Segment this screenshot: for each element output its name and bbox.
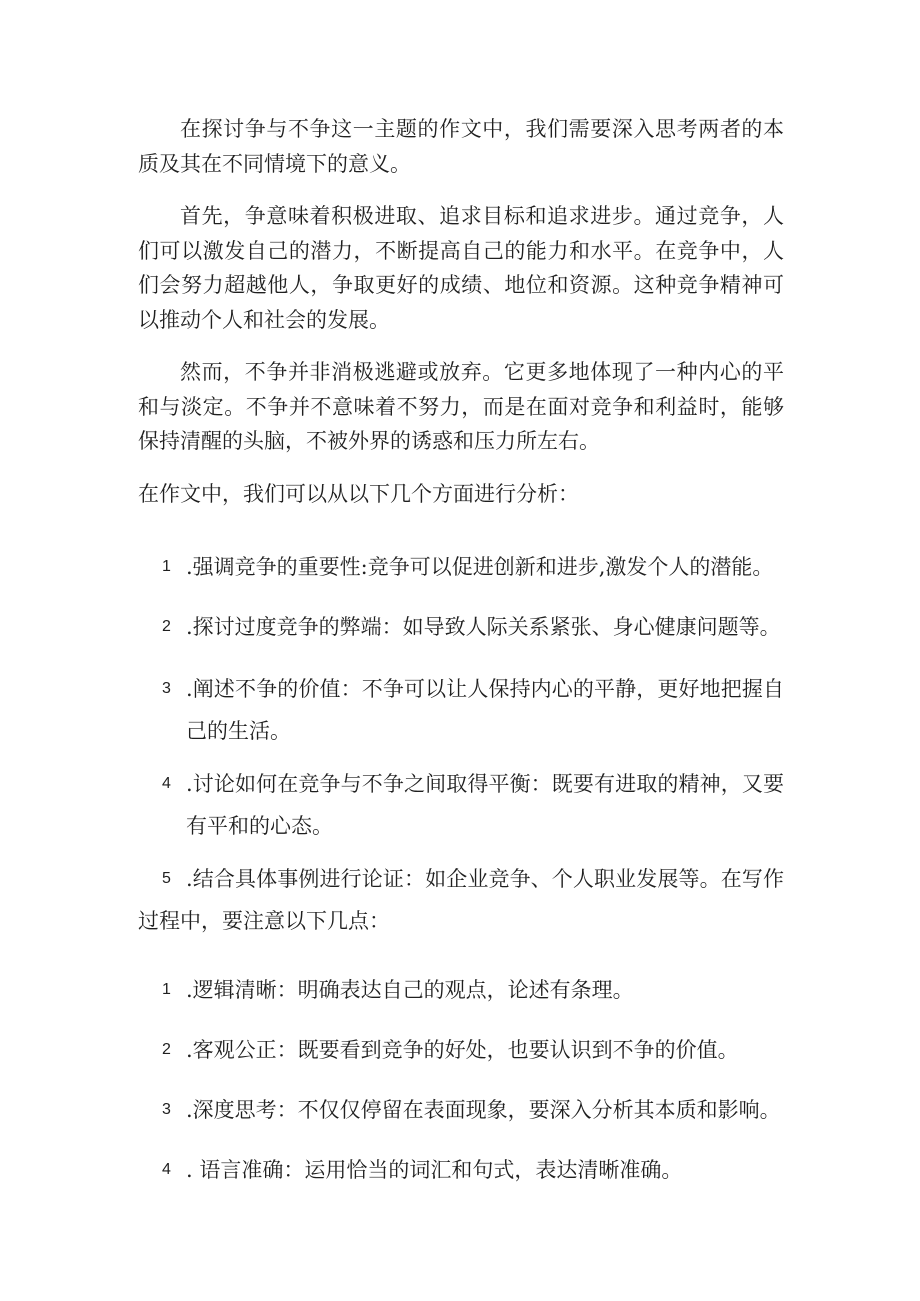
list-number: 4 xyxy=(162,775,171,792)
writing-point-4 xyxy=(138,1149,784,1191)
writing-point-2 xyxy=(138,1029,784,1071)
analysis-item-4 xyxy=(138,763,784,847)
list-number: 1 xyxy=(162,981,171,998)
list-item-text: .逻辑清晰：明确表达自己的观点，论述有条理。 xyxy=(186,978,634,1002)
writing-point-3 xyxy=(138,1089,784,1131)
list-item-text: .客观公正：既要看到竞争的好处，也要认识到不争的价值。 xyxy=(186,1038,739,1062)
analysis-intro: 在作文中，我们可以从以下几个方面进行分析： xyxy=(138,482,579,506)
competition-paragraph: 首先，争意味着积极进取、追求目标和追求进步。通过竞争，人们可以激发自己的潜力，不断提高自己的能力和水平。在竞争中，人们会努力超越他人，争取更好的成绩、地位和资源。这种竞争精神可以推动个人和社会的发展。 xyxy=(138,204,784,332)
analysis-item-1 xyxy=(138,546,784,588)
list-number: 5 xyxy=(162,870,171,887)
analysis-item-2 xyxy=(138,606,784,648)
list-item-text: .讨论如何在竞争与不争之间取得平衡：既要有进取的精神，又要有平和的心态。 xyxy=(186,772,784,838)
list-number: 2 xyxy=(162,618,171,635)
list-item-text: .强调竞争的重要性:竞争可以促进创新和进步,激发个人的潜能。 xyxy=(186,555,774,579)
list-item-text: .深度思考：不仅仅停留在表面现象，要深入分析其本质和影响。 xyxy=(186,1098,781,1122)
list-number: 2 xyxy=(162,1041,171,1058)
list-number: 3 xyxy=(162,1101,171,1118)
non-competition-paragraph: 然而，不争并非消极逃避或放弃。它更多地体现了一种内心的平和与淡定。不争并不意味着不努力，而是在面对竞争和利益时，能够保持清醒的头脑，不被外界的诱惑和压力所左右。 xyxy=(138,360,784,453)
list-item-text: .结合具体事例进行论证：如企业竞争、个人职业发展等。在写作过程中，要注意以下几点： xyxy=(138,867,784,933)
list-item-text: .探讨过度竞争的弊端：如导致人际关系紧张、身心健康问题等。 xyxy=(186,615,781,639)
list-number: 3 xyxy=(162,680,171,697)
list-item-text: .阐述不争的价值：不争可以让人保持内心的平静，更好地把握自己的生活。 xyxy=(186,677,784,743)
writing-point-1 xyxy=(138,969,784,1011)
list-number: 4 xyxy=(162,1161,171,1178)
analysis-item-3 xyxy=(138,668,784,752)
list-number: 1 xyxy=(162,558,171,575)
intro-paragraph: 在探讨争与不争这一主题的作文中，我们需要深入思考两者的本质及其在不同情境下的意义。 xyxy=(138,117,784,176)
list-item-text: . 语言准确：运用恰当的词汇和句式，表达清晰准确。 xyxy=(186,1158,683,1182)
analysis-item-5 xyxy=(138,858,784,942)
